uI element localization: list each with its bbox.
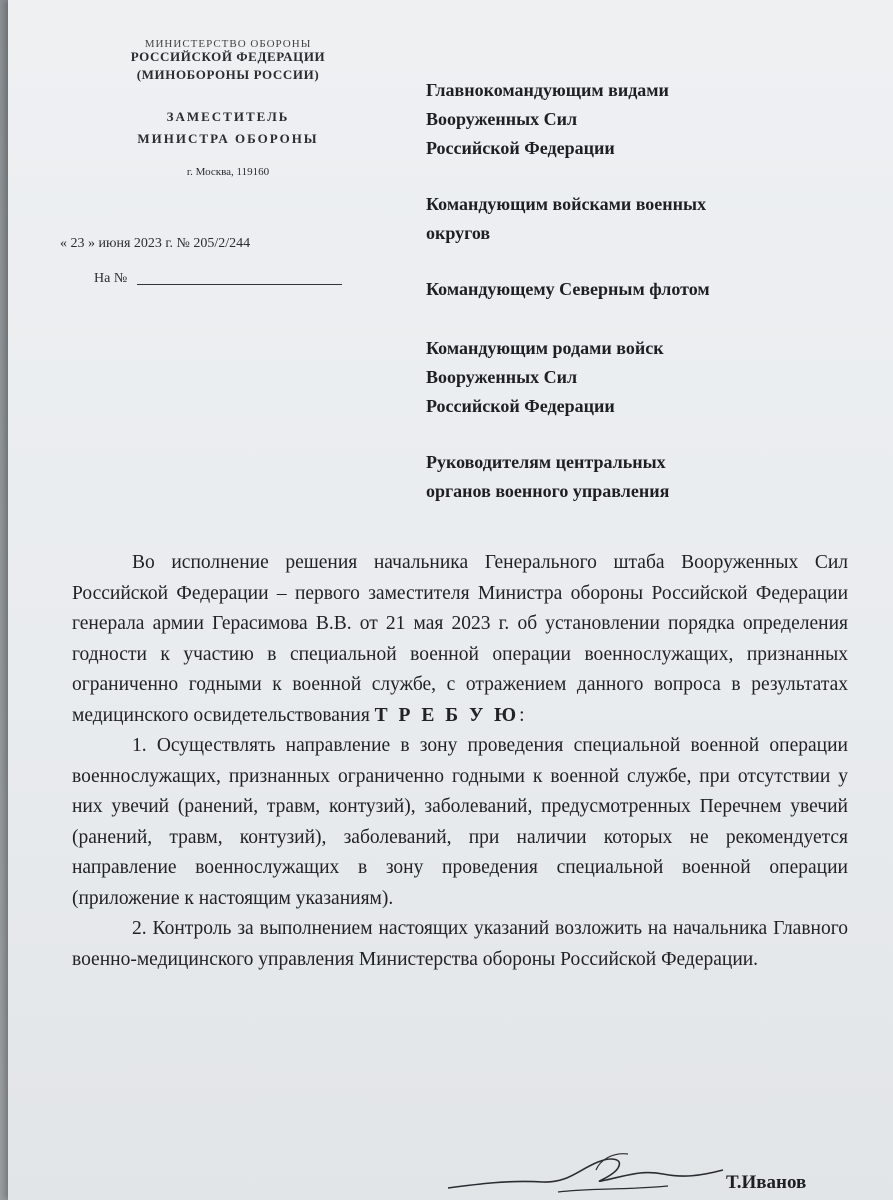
recipient-line: Руководителям центральных	[426, 452, 666, 472]
letterhead-title	[78, 106, 378, 150]
handwritten-signature	[438, 1140, 728, 1200]
signer-name: Т.Иванов	[726, 1172, 807, 1193]
document-body	[72, 548, 848, 975]
demand-word: Т Р Е Б У Ю	[374, 704, 520, 726]
item-2: 2. Контроль за выполнением настоящих указаний возложить на начальника Главного военно-медицинского управления Министерства обороны Российской Федерации.	[72, 918, 848, 970]
letterhead-title-line2: МИНИСТРА ОБОРОНЫ	[137, 131, 319, 146]
recipient-line: округов	[426, 223, 491, 243]
recipient	[426, 334, 866, 421]
recipient	[426, 448, 866, 506]
reference-blank	[137, 270, 342, 285]
recipient-line: Командующим родами войск	[426, 338, 664, 358]
recipient-line: Российской Федерации	[426, 138, 615, 158]
item-1: 1. Осуществлять направление в зону проведения специальной военной операции военнослужащих, признанных ограниченно годными к военной службе, при отсутствии у них увечий (ранений, травм, контузий), заболеваний, предусмотренных Перечнем увечий (ранений, травм, контузий), заболеваний, при наличии которых не рекомендуется направление военнослужащих в зону проведения специальной военной операции (приложение к настоящим указаниям).	[72, 735, 848, 909]
document-page	[8, 0, 893, 1200]
letterhead-org-cut: МИНИСТЕРСТВО ОБОРОНЫ	[144, 38, 312, 48]
recipient-line: Командующему Северным флотом	[426, 279, 710, 299]
recipient-line: Российской Федерации	[426, 396, 615, 416]
recipient-line: Вооруженных Сил	[426, 109, 578, 129]
reference-line	[94, 270, 342, 287]
reference-label: На №	[94, 271, 128, 286]
letterhead-org-line1: РОССИЙСКОЙ ФЕДЕРАЦИИ	[130, 49, 326, 64]
recipient	[426, 190, 866, 248]
document-date-number: « 23 » июня 2023 г. № 205/2/244	[60, 236, 251, 251]
recipients-block	[426, 76, 866, 533]
letterhead-city: г. Москва, 119160	[186, 166, 270, 178]
intro-paragraph	[72, 548, 848, 731]
letterhead	[78, 38, 378, 180]
letterhead-title-line1: ЗАМЕСТИТЕЛЬ	[166, 109, 290, 124]
recipient-line: Командующим войсками военных	[426, 194, 707, 214]
recipient-line: Вооруженных Сил	[426, 367, 578, 387]
recipient-line: Главнокомандующим видами	[426, 80, 669, 100]
recipient	[426, 76, 866, 163]
recipient-line: органов военного управления	[426, 481, 670, 501]
letterhead-org-line2: (МИНОБОРОНЫ РОССИИ)	[136, 67, 320, 82]
recipient	[426, 275, 866, 304]
intro-text: Во исполнение решения начальника Генерального штаба Вооруженных Сил Российской Федерации – первого заместителя Министра обороны Российской Федерации генерала армии Герасимова В.В. от 21 мая 2023 г. об установлении порядка определения годности к участию в специальной военной операции военнослужащих, признанных ограниченно годными к военной службе, с отражением данного вопроса в результатах медицинского освидетельствования	[72, 552, 848, 726]
demand-colon: :	[519, 704, 525, 726]
